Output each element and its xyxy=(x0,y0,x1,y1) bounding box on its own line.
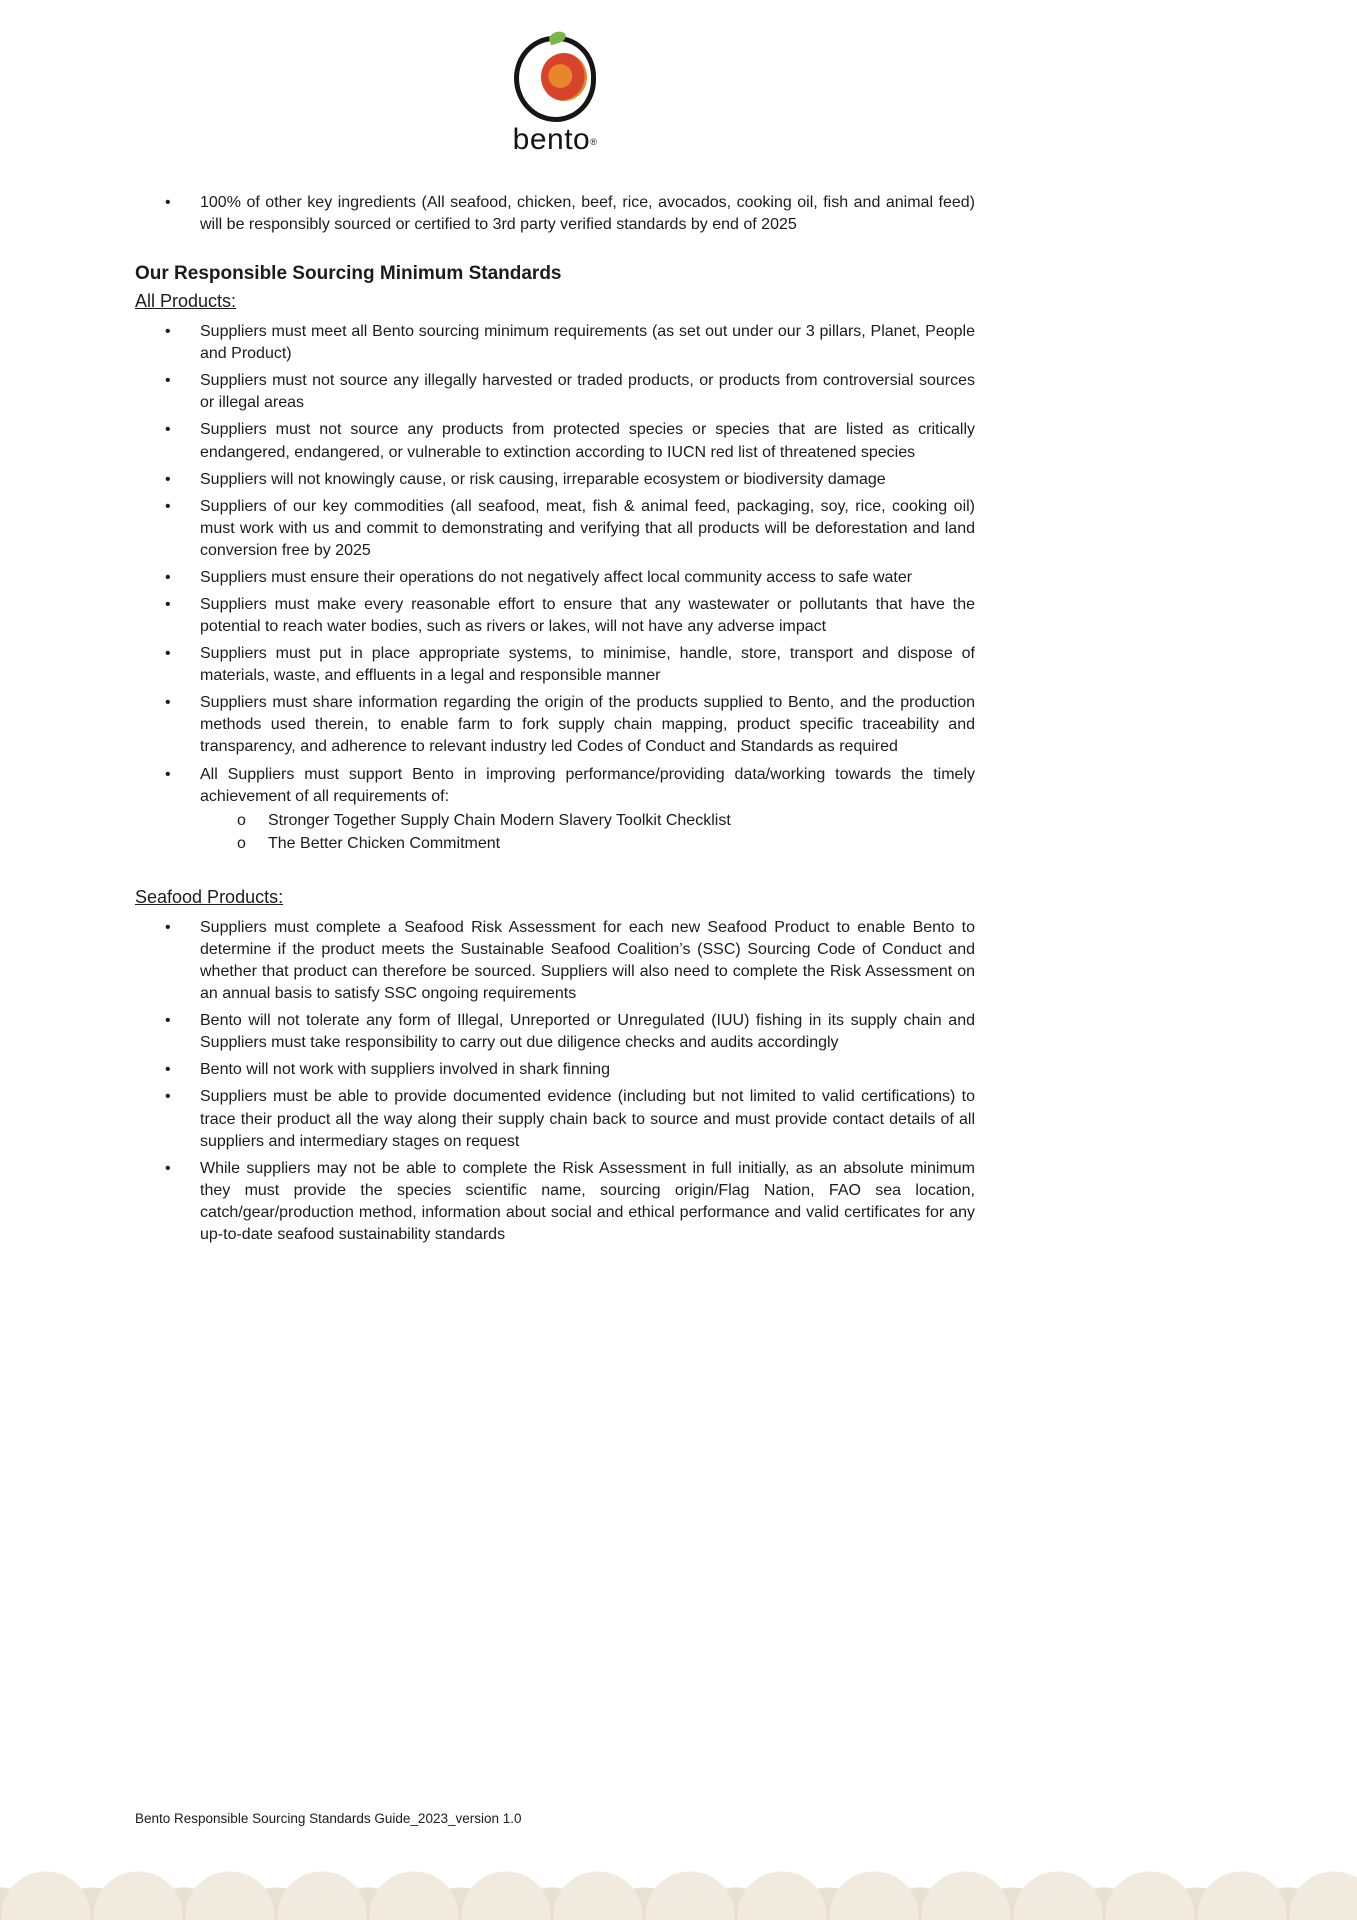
seafood-products-heading: Seafood Products: xyxy=(135,886,284,907)
bullet-text: Bento will not tolerate any form of Illegal, Unreported or Unregulated (IUU) fishing in its supply chain and Suppliers must take responsibility to carry out due diligence checks and audits accordingly xyxy=(200,1012,975,1052)
sub-bullet-text: The Better Chicken Commitment xyxy=(268,834,501,852)
intro-bullet-list xyxy=(135,192,975,236)
list-item xyxy=(165,1158,975,1246)
bullet-text: Suppliers must make every reasonable effort to ensure that any wastewater or pollutants that have the potential to reach water bodies, such as rivers or lakes, will not have any adverse impact xyxy=(200,596,975,636)
bullet-icon: • xyxy=(165,323,171,341)
bullet-text: Suppliers must not source any illegally harvested or traded products, or products from controversial sources or illegal areas xyxy=(200,372,975,412)
brand-name: bento xyxy=(512,123,591,156)
list-item xyxy=(165,321,975,365)
list-item xyxy=(165,692,975,758)
bullet-text: Suppliers must ensure their operations do not negatively affect local community access to safe water xyxy=(200,568,913,586)
bullet-icon: • xyxy=(165,1159,171,1177)
bullet-icon: • xyxy=(165,421,171,439)
sub-bullet-text: Stronger Together Supply Chain Modern Slavery Toolkit Checklist xyxy=(268,811,731,829)
bullet-text: Suppliers will not knowingly cause, or risk causing, irreparable ecosystem or biodiversity damage xyxy=(200,470,886,488)
list-item xyxy=(165,594,975,638)
logo-swirl-icon xyxy=(541,53,587,101)
sub-bullet-list xyxy=(200,810,975,855)
bullet-text: Suppliers must complete a Seafood Risk Assessment for each new Seafood Product to enable Bento to determine if the product meets the Sustainable Seafood Coalition’s (SSC) Sourcing Code of Conduct and whether that product can therefore be sourced. Suppliers will also need to complete the Risk Assessment on an annual basis to satisfy SSC ongoing requirements xyxy=(200,918,975,1003)
list-item xyxy=(165,496,975,562)
list-item xyxy=(165,370,975,414)
sub-list-item xyxy=(237,810,975,832)
list-item xyxy=(165,764,975,856)
bullet-icon: • xyxy=(165,1061,171,1079)
list-item xyxy=(165,917,975,1005)
brand-logo xyxy=(135,36,975,156)
logo-circle-icon xyxy=(514,36,596,122)
all-products-bullet-list xyxy=(135,321,975,856)
bullet-icon: • xyxy=(165,568,171,586)
all-products-heading: All Products: xyxy=(135,291,237,312)
footer-text: Bento Responsible Sourcing Standards Guide_2023_version 1.0 xyxy=(135,1811,522,1826)
document-content xyxy=(135,0,975,1246)
bullet-text: Suppliers must be able to provide documented evidence (including but not limited to valid certifications) to trace their product all the way along their supply chain back to source and must provide contact details of all suppliers and intermediary stages on request xyxy=(200,1088,975,1150)
bullet-text: Suppliers must not source any products from protected species or species that are listed as critically endangered, endangered, or vulnerable to extinction according to IUCN red list of threatened species xyxy=(200,421,975,461)
bullet-text: Bento will not work with suppliers involved in shark finning xyxy=(200,1061,610,1079)
list-item xyxy=(165,1010,975,1054)
circle-bullet-icon: o xyxy=(237,834,246,852)
seafood-products-bullet-list xyxy=(135,917,975,1246)
bullet-text: Suppliers must share information regarding the origin of the products supplied to Bento, and the production methods used therein, to enable farm to fork supply chain mapping, product specific traceability and transparency, and adherence to relevant industry led Codes of Conduct and Standards as required xyxy=(200,694,975,756)
bullet-text: Suppliers of our key commodities (all seafood, meat, fish & animal feed, packaging, soy, rice, cooking oil) must work with us and commit to demonstrating and verifying that all products will be deforestation and land conversion free by 2025 xyxy=(200,497,975,559)
decorative-scallop-border xyxy=(0,1856,1357,1920)
bullet-icon: • xyxy=(165,694,171,712)
bullet-text: Suppliers must meet all Bento sourcing minimum requirements (as set out under our 3 pillars, Planet, People and Product) xyxy=(200,323,975,363)
bullet-icon: • xyxy=(165,497,171,515)
circle-bullet-icon: o xyxy=(237,811,246,829)
bullet-icon: • xyxy=(165,765,171,783)
bullet-icon: • xyxy=(165,1088,171,1106)
bullet-icon: • xyxy=(165,596,171,614)
list-item xyxy=(165,567,975,589)
list-item xyxy=(165,419,975,463)
bullet-icon: • xyxy=(165,1012,171,1030)
bullet-text: Suppliers must put in place appropriate systems, to minimise, handle, store, transport and dispose of materials, waste, and effluents in a legal and responsible manner xyxy=(200,645,975,685)
bullet-icon: • xyxy=(165,372,171,390)
brand-wordmark xyxy=(513,124,598,156)
bullet-icon: • xyxy=(165,470,171,488)
logo-leaf-icon xyxy=(548,30,568,46)
bullet-icon: • xyxy=(165,645,171,663)
bullet-text: 100% of other key ingredients (All seafood, chicken, beef, rice, avocados, cooking oil, fish and animal feed) will be responsibly sourced or certified to 3rd party verified standards by end of 2025 xyxy=(200,194,975,234)
bullet-text: While suppliers may not be able to complete the Risk Assessment in full initially, as an absolute minimum they must provide the species scientific name, sourcing origin/Flag Nation, FAO sea location, catch/gear/production method, information about social and ethical performance and valid certificates for any up-to-date seafood sustainability standards xyxy=(200,1159,975,1243)
bullet-icon: • xyxy=(165,918,171,936)
list-item xyxy=(165,469,975,491)
section-heading: Our Responsible Sourcing Minimum Standards xyxy=(135,263,562,285)
list-item xyxy=(165,1086,975,1152)
list-item xyxy=(165,1059,975,1081)
bullet-icon: • xyxy=(165,194,171,211)
sub-list-item xyxy=(237,833,975,855)
list-item xyxy=(165,192,975,236)
list-item xyxy=(165,643,975,687)
bullet-text: All Suppliers must support Bento in improving performance/providing data/working towards the timely achievement of all requirements of: o Stronger Together Supply Chain Modern Slavery Toolkit Checklist o The Better Chicken Commitment xyxy=(200,764,975,856)
trademark-symbol: ® xyxy=(590,137,598,147)
